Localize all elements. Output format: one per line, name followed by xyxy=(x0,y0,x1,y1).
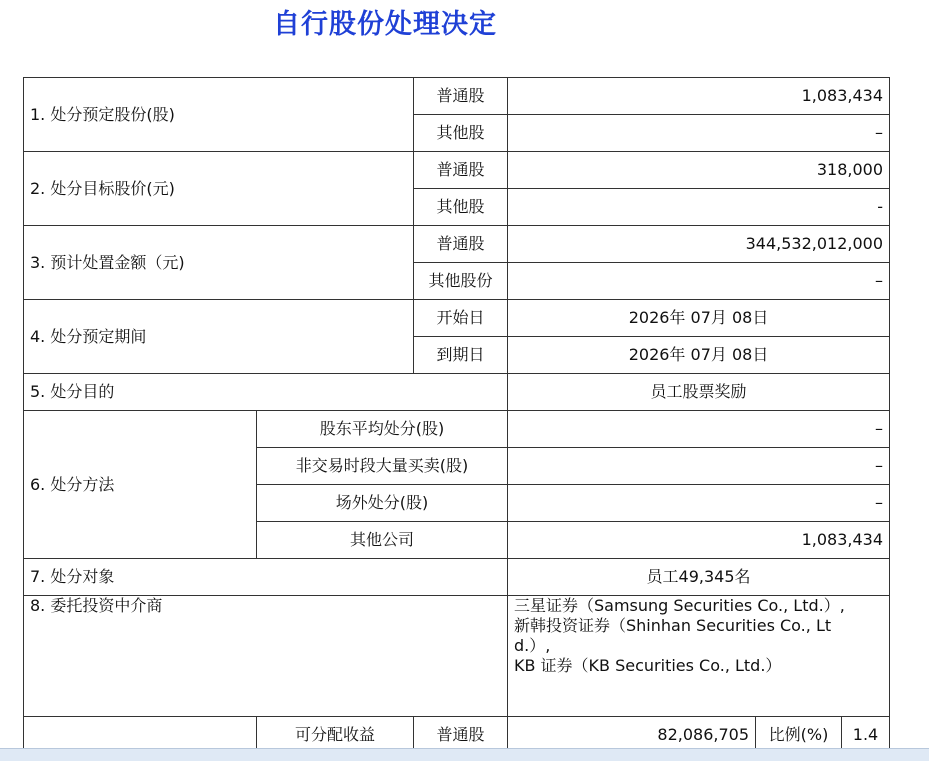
cell-value: – xyxy=(508,411,890,448)
cell-value: 318,000 xyxy=(508,152,890,189)
cell-value: – xyxy=(508,115,890,152)
cell-value: – xyxy=(508,485,890,522)
ratio-value: 1.4 xyxy=(842,717,890,754)
broker-line: 三星证券（Samsung Securities Co., Ltd.）, xyxy=(514,596,845,615)
table-row xyxy=(24,374,890,411)
end-date: 2026年 07月 08日 xyxy=(508,337,890,374)
sub-label: 普通股 xyxy=(414,78,508,115)
cell-value: – xyxy=(508,263,890,300)
cell-value: 员工49,345名 xyxy=(508,559,890,596)
sub-label: 其他股 xyxy=(414,115,508,152)
bottom-scroll-bar xyxy=(0,748,929,761)
cell-value: 344,532,012,000 xyxy=(508,226,890,263)
broker-line: d.）, xyxy=(514,636,551,655)
table-row xyxy=(24,300,890,337)
cell-value: - xyxy=(508,189,890,226)
ratio-label: 比例(%) xyxy=(756,717,842,754)
broker-list xyxy=(508,596,890,717)
sub-label: 普通股 xyxy=(414,717,508,754)
row-label: 3. 预计处置金额（元) xyxy=(24,226,414,300)
sub-label: 到期日 xyxy=(414,337,508,374)
method-label: 场外处分(股) xyxy=(257,485,508,522)
method-label: 非交易时段大量买卖(股) xyxy=(257,448,508,485)
sub-label: 其他股份 xyxy=(414,263,508,300)
table-row xyxy=(24,226,890,263)
cell-value: 1,083,434 xyxy=(508,522,890,559)
table-row xyxy=(24,411,890,448)
row-label: 8. 委托投资中介商 xyxy=(24,596,508,717)
cell-value: 82,086,705 xyxy=(508,717,756,754)
cell-value: – xyxy=(508,448,890,485)
row-label: 7. 处分对象 xyxy=(24,559,508,596)
table-row xyxy=(24,78,890,115)
sub-label: 其他股 xyxy=(414,189,508,226)
sub-label: 普通股 xyxy=(414,152,508,189)
broker-line: 新韩投资证券（Shinhan Securities Co., Lt xyxy=(514,616,832,635)
row-label: 5. 处分目的 xyxy=(24,374,508,411)
cell-value: 员工股票奖励 xyxy=(508,374,890,411)
method-label: 股东平均处分(股) xyxy=(257,411,508,448)
method-label: 其他公司 xyxy=(257,522,508,559)
cell-value: 1,083,434 xyxy=(508,78,890,115)
sub-label: 普通股 xyxy=(414,226,508,263)
table-row xyxy=(24,152,890,189)
sub-label: 开始日 xyxy=(414,300,508,337)
row-label: 6. 处分方法 xyxy=(24,411,257,559)
row-label: 2. 处分目标股价(元) xyxy=(24,152,414,226)
row-label: 4. 处分预定期间 xyxy=(24,300,414,374)
sub-label: 可分配收益 xyxy=(257,717,414,754)
table-row xyxy=(24,596,890,717)
row-label: 1. 处分预定股份(股) xyxy=(24,78,414,152)
table-row xyxy=(24,559,890,596)
broker-line: KB 证券（KB Securities Co., Ltd.） xyxy=(514,656,782,675)
start-date: 2026年 07月 08日 xyxy=(508,300,890,337)
page-title: 自行股份处理决定 xyxy=(273,9,497,40)
disposal-table xyxy=(23,77,890,754)
